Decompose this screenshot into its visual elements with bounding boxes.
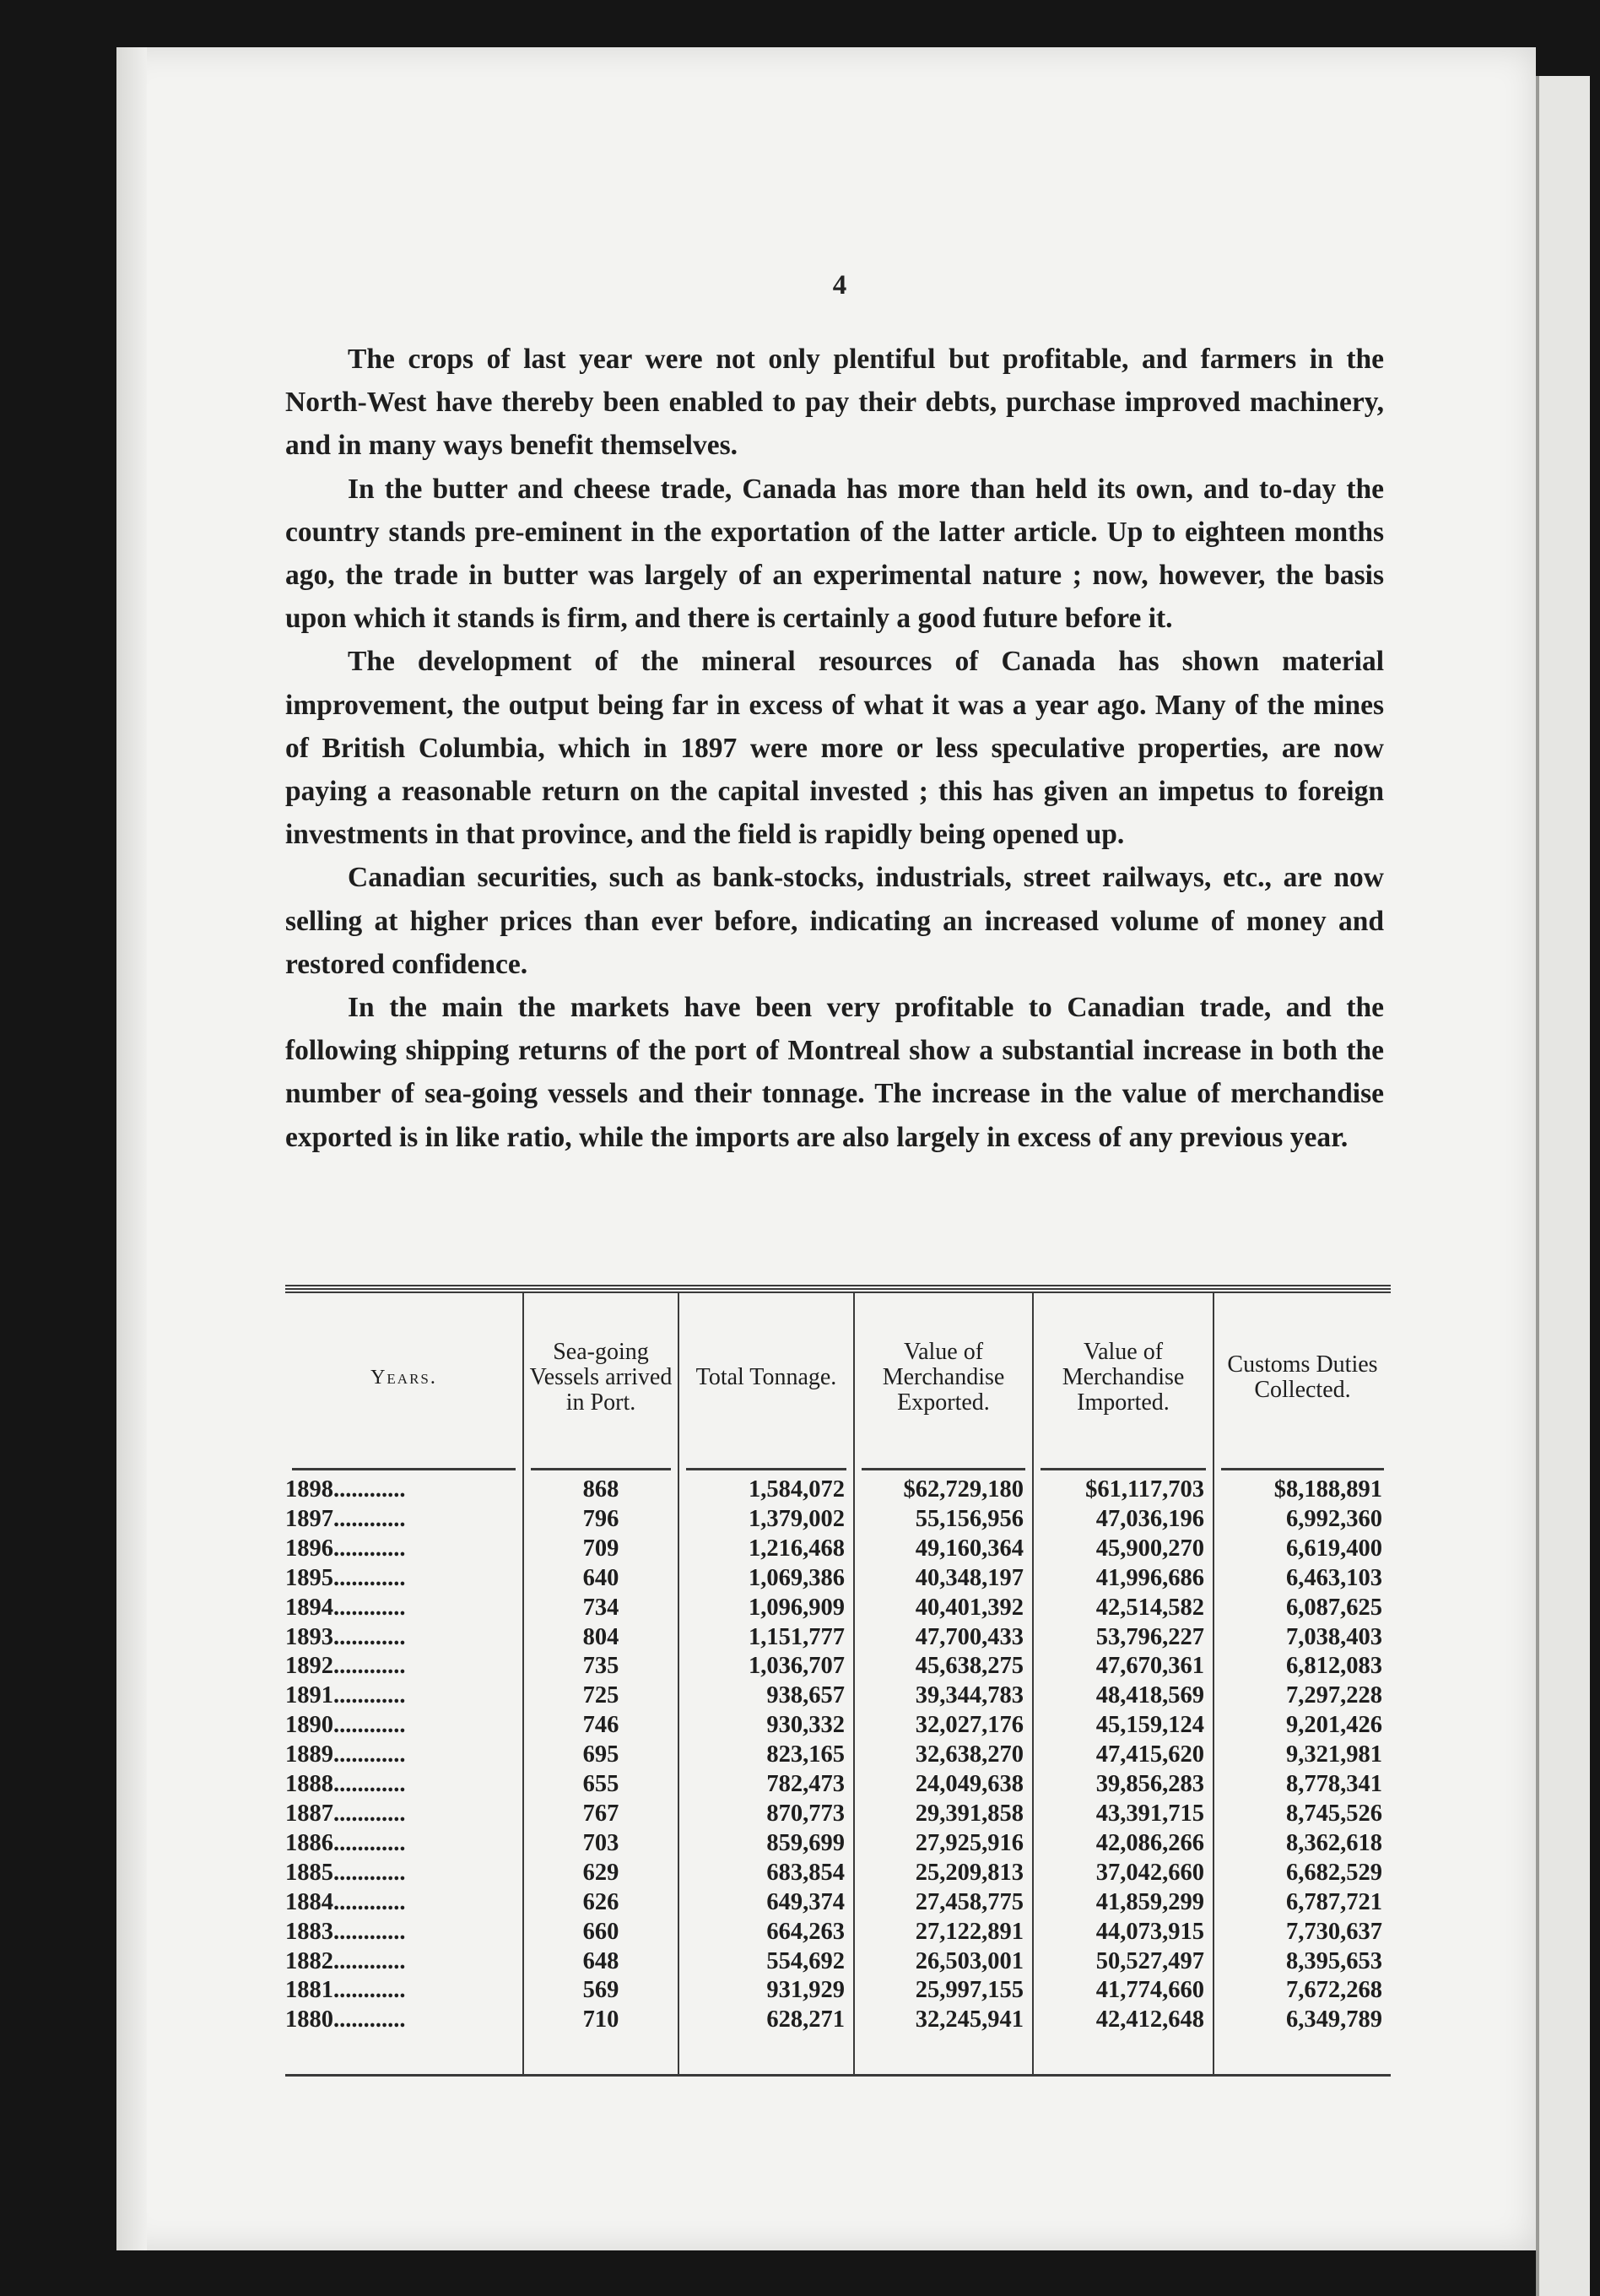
cell-tonnage: 870,773 xyxy=(678,1800,854,1829)
cell-customs: 8,745,526 xyxy=(1214,1800,1391,1829)
body-text xyxy=(285,338,1384,1159)
cell-exported: 49,160,364 xyxy=(854,1535,1033,1564)
header-imported: Value of Merchandise Imported. xyxy=(1033,1293,1214,1462)
cell-vessels: 796 xyxy=(523,1505,678,1535)
cell-imported: 47,670,361 xyxy=(1033,1652,1214,1681)
cell-customs: 7,297,228 xyxy=(1214,1681,1391,1711)
table-row xyxy=(285,1741,1391,1770)
cell-tonnage: 938,657 xyxy=(678,1681,854,1711)
cell-year: 1883............ xyxy=(285,1918,406,1945)
cell-vessels: 868 xyxy=(523,1476,678,1505)
cell-vessels: 640 xyxy=(523,1564,678,1594)
table-row xyxy=(285,2006,1391,2035)
cell-exported: 45,638,275 xyxy=(854,1652,1033,1681)
cell-imported: $61,117,703 xyxy=(1033,1476,1214,1505)
cell-imported: 50,527,497 xyxy=(1033,1947,1214,1977)
cell-vessels: 569 xyxy=(523,1976,678,2006)
cell-customs: 6,463,103 xyxy=(1214,1564,1391,1594)
cell-exported: 27,122,891 xyxy=(854,1918,1033,1947)
cell-vessels: 655 xyxy=(523,1770,678,1800)
cell-exported: 25,997,155 xyxy=(854,1976,1033,2006)
table-row xyxy=(285,1829,1391,1859)
table-row xyxy=(285,1859,1391,1888)
cell-exported: 27,925,916 xyxy=(854,1829,1033,1859)
table-bottom-rule xyxy=(285,2074,1391,2077)
cell-exported: 55,156,956 xyxy=(854,1505,1033,1535)
cell-imported: 42,412,648 xyxy=(1033,2006,1214,2035)
paragraph: The crops of last year were not only plentiful but profitable, and farmers in the North-West have thereby been enabled to pay their debts, purchase improved machinery, and in many ways benefit themselves. xyxy=(285,344,1384,462)
cell-vessels: 626 xyxy=(523,1888,678,1918)
cell-customs: 6,349,789 xyxy=(1214,2006,1391,2035)
cell-tonnage: 1,216,468 xyxy=(678,1535,854,1564)
table-body xyxy=(285,1476,1391,2035)
cell-exported: 26,503,001 xyxy=(854,1947,1033,1977)
table-row xyxy=(285,1476,1391,1505)
cell-vessels: 804 xyxy=(523,1623,678,1653)
cell-imported: 48,418,569 xyxy=(1033,1681,1214,1711)
table-row xyxy=(285,1623,1391,1653)
cell-tonnage: 1,096,909 xyxy=(678,1594,854,1623)
cell-year: 1885............ xyxy=(285,1859,406,1886)
page-number: 4 xyxy=(832,270,847,301)
cell-vessels: 648 xyxy=(523,1947,678,1977)
cell-year: 1894............ xyxy=(285,1594,406,1621)
cell-vessels: 629 xyxy=(523,1859,678,1888)
cell-tonnage: 1,584,072 xyxy=(678,1476,854,1505)
cell-year: 1889............ xyxy=(285,1741,406,1768)
cell-year: 1898............ xyxy=(285,1476,406,1503)
cell-customs: 8,778,341 xyxy=(1214,1770,1391,1800)
cell-exported: 40,401,392 xyxy=(854,1594,1033,1623)
returns-table xyxy=(285,1293,1391,2074)
paragraph: The development of the mineral resources of Canada has shown material improvement, the output being far in excess of what it was a year ago. Many of the mines of British Columbia, which in 1897 were more or less speculative properties, are now paying a reasonable return on the capital invested ; this has given an impetus to foreign investments in that province, and the field is rapidly being opened up. xyxy=(285,646,1384,851)
cell-exported: 32,027,176 xyxy=(854,1711,1033,1741)
cell-year: 1897............ xyxy=(285,1505,406,1532)
cell-tonnage: 782,473 xyxy=(678,1770,854,1800)
cell-imported: 53,796,227 xyxy=(1033,1623,1214,1653)
table-row xyxy=(285,1652,1391,1681)
cell-imported: 42,514,582 xyxy=(1033,1594,1214,1623)
table-row xyxy=(285,1947,1391,1977)
cell-year: 1892............ xyxy=(285,1653,406,1680)
cell-customs: 7,730,637 xyxy=(1214,1918,1391,1947)
cell-tonnage: 859,699 xyxy=(678,1829,854,1859)
table-row xyxy=(285,1681,1391,1711)
cell-tonnage: 1,379,002 xyxy=(678,1505,854,1535)
cell-customs: 6,812,083 xyxy=(1214,1652,1391,1681)
cell-year: 1887............ xyxy=(285,1800,406,1827)
table-row xyxy=(285,1888,1391,1918)
cell-tonnage: 931,929 xyxy=(678,1976,854,2006)
cell-exported: 32,638,270 xyxy=(854,1741,1033,1770)
cell-vessels: 735 xyxy=(523,1652,678,1681)
table-row xyxy=(285,1594,1391,1623)
cell-tonnage: 683,854 xyxy=(678,1859,854,1888)
cell-tonnage: 1,036,707 xyxy=(678,1652,854,1681)
cell-vessels: 734 xyxy=(523,1594,678,1623)
cell-customs: 6,619,400 xyxy=(1214,1535,1391,1564)
cell-tonnage: 823,165 xyxy=(678,1741,854,1770)
cell-customs: 9,201,426 xyxy=(1214,1711,1391,1741)
cell-imported: 42,086,266 xyxy=(1033,1829,1214,1859)
cell-vessels: 695 xyxy=(523,1741,678,1770)
cell-customs: 6,992,360 xyxy=(1214,1505,1391,1535)
header-exported: Value of Merchandise Exported. xyxy=(854,1293,1033,1462)
cell-year: 1881............ xyxy=(285,1977,406,2004)
cell-customs: 6,682,529 xyxy=(1214,1859,1391,1888)
table-top-rule xyxy=(285,1285,1391,1290)
header-separator xyxy=(285,1462,1391,1476)
cell-imported: 43,391,715 xyxy=(1033,1800,1214,1829)
cell-imported: 47,415,620 xyxy=(1033,1741,1214,1770)
cell-year: 1882............ xyxy=(285,1947,406,1974)
cell-vessels: 703 xyxy=(523,1829,678,1859)
cell-year: 1896............ xyxy=(285,1535,406,1562)
cell-vessels: 725 xyxy=(523,1681,678,1711)
paragraph: Canadian securities, such as bank-stocks, industrials, street railways, etc., are now selling at higher prices than ever before, indicating an increased volume of money and restored confidence. xyxy=(285,862,1384,980)
table-row xyxy=(285,1505,1391,1535)
cell-year: 1880............ xyxy=(285,2006,406,2033)
table-row xyxy=(285,1800,1391,1829)
cell-year: 1895............ xyxy=(285,1564,406,1591)
cell-tonnage: 1,151,777 xyxy=(678,1623,854,1653)
table-tail xyxy=(285,2035,1391,2074)
cell-customs: 8,395,653 xyxy=(1214,1947,1391,1977)
table-row xyxy=(285,1976,1391,2006)
paragraph: In the main the markets have been very profitable to Canadian trade, and the following shipping returns of the port of Montreal show a substantial increase in both the number of sea-going vessels and their tonnage. The increase in the value of merchandise exported is in like ratio, while the imports are also largely in excess of any previous year. xyxy=(285,992,1384,1153)
cell-customs: 8,362,618 xyxy=(1214,1829,1391,1859)
cell-exported: 39,344,783 xyxy=(854,1681,1033,1711)
cell-customs: 6,087,625 xyxy=(1214,1594,1391,1623)
cell-tonnage: 649,374 xyxy=(678,1888,854,1918)
table-header-row xyxy=(285,1293,1391,1462)
cell-exported: 47,700,433 xyxy=(854,1623,1033,1653)
cell-year: 1891............ xyxy=(285,1682,406,1709)
table-row xyxy=(285,1535,1391,1564)
cell-vessels: 710 xyxy=(523,2006,678,2035)
cell-imported: 41,996,686 xyxy=(1033,1564,1214,1594)
cell-imported: 41,774,660 xyxy=(1033,1976,1214,2006)
cell-year: 1886............ xyxy=(285,1829,406,1856)
cell-tonnage: 930,332 xyxy=(678,1711,854,1741)
cell-imported: 44,073,915 xyxy=(1033,1918,1214,1947)
cell-imported: 37,042,660 xyxy=(1033,1859,1214,1888)
cell-customs: 9,321,981 xyxy=(1214,1741,1391,1770)
cell-year: 1884............ xyxy=(285,1888,406,1915)
cell-customs: $8,188,891 xyxy=(1214,1476,1391,1505)
cell-imported: 39,856,283 xyxy=(1033,1770,1214,1800)
cell-exported: 40,348,197 xyxy=(854,1564,1033,1594)
cell-vessels: 709 xyxy=(523,1535,678,1564)
table-row xyxy=(285,1711,1391,1741)
cell-tonnage: 1,069,386 xyxy=(678,1564,854,1594)
cell-tonnage: 554,692 xyxy=(678,1947,854,1977)
table-row xyxy=(285,1770,1391,1800)
cell-vessels: 660 xyxy=(523,1918,678,1947)
cell-year: 1893............ xyxy=(285,1623,406,1650)
cell-tonnage: 664,263 xyxy=(678,1918,854,1947)
cell-imported: 45,159,124 xyxy=(1033,1711,1214,1741)
cell-exported: 24,049,638 xyxy=(854,1770,1033,1800)
table-row xyxy=(285,1564,1391,1594)
cell-vessels: 767 xyxy=(523,1800,678,1829)
table-row xyxy=(285,1918,1391,1947)
cell-exported: 29,391,858 xyxy=(854,1800,1033,1829)
header-years: Years. xyxy=(370,1367,437,1389)
cell-imported: 45,900,270 xyxy=(1033,1535,1214,1564)
cell-customs: 7,038,403 xyxy=(1214,1623,1391,1653)
page-gutter xyxy=(116,47,147,2250)
header-vessels: Sea-going Vessels arrived in Port. xyxy=(523,1293,678,1462)
cell-exported: $62,729,180 xyxy=(854,1476,1033,1505)
cell-exported: 27,458,775 xyxy=(854,1888,1033,1918)
cell-year: 1890............ xyxy=(285,1712,406,1739)
cell-tonnage: 628,271 xyxy=(678,2006,854,2035)
cell-exported: 25,209,813 xyxy=(854,1859,1033,1888)
cell-customs: 6,787,721 xyxy=(1214,1888,1391,1918)
cell-imported: 47,036,196 xyxy=(1033,1505,1214,1535)
shipping-returns-table xyxy=(285,1285,1391,2077)
header-customs: Customs Duties Collected. xyxy=(1214,1293,1391,1462)
paragraph: In the butter and cheese trade, Canada has more than held its own, and to-day the country stands pre-eminent in the exportation of the latter article. Up to eighteen months ago, the trade in butter was largely of an experimental nature ; now, however, the basis upon which it stands is firm, and there is certainly a good future before it. xyxy=(285,473,1384,635)
header-tonnage: Total Tonnage. xyxy=(678,1293,854,1462)
adjacent-page-edge xyxy=(1536,76,1590,2296)
cell-imported: 41,859,299 xyxy=(1033,1888,1214,1918)
cell-year: 1888............ xyxy=(285,1771,406,1798)
cell-vessels: 746 xyxy=(523,1711,678,1741)
cell-exported: 32,245,941 xyxy=(854,2006,1033,2035)
cell-customs: 7,672,268 xyxy=(1214,1976,1391,2006)
